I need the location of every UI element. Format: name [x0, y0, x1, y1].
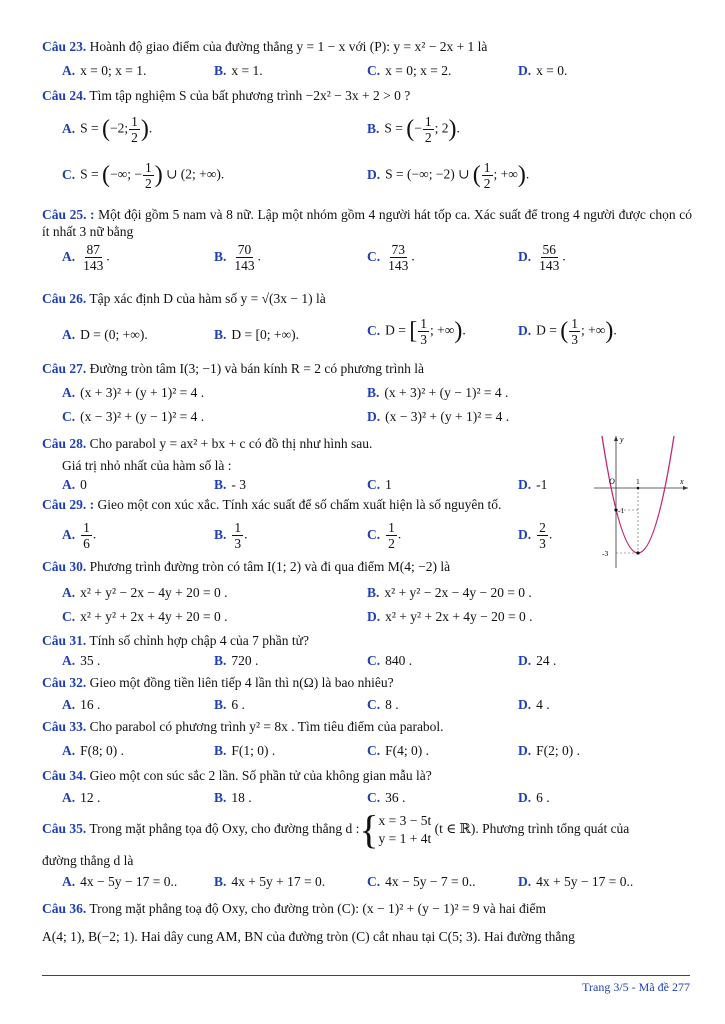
question-29: Câu 29. : Gieo một con xúc xắc. Tính xác suất để số chấm xuất hiện là số nguyên tố.: [42, 497, 502, 512]
page-footer: Trang 3/5 - Mã đề 277: [582, 980, 690, 994]
option-c: C. F(4; 0) .: [367, 743, 429, 758]
question-23: [42, 38, 692, 55]
option-c: C. 36 .: [367, 790, 406, 805]
option-b: B. $\frac{1}{3}$ .: [214, 520, 248, 551]
option-a: A. $\frac{1}{6}$ .: [62, 520, 97, 551]
y-tick-minus3: -3: [602, 549, 609, 558]
option-d: D. 6 .: [518, 790, 550, 805]
option-c: C. 8 .: [367, 697, 399, 712]
option-a: A. D = (0; +∞).: [62, 327, 148, 342]
option-b: B. F(1; 0) .: [214, 743, 276, 758]
option-b: B. S = (− $\frac{1}{2}$ ; 2).: [367, 114, 460, 145]
question-number: Câu 23.: [42, 39, 87, 54]
question-28: Câu 28. Cho parabol y = ax² + bx + c có đồ thị như hình sau.: [42, 436, 373, 451]
option-d: D. $\frac{56}{143}$ .: [518, 242, 566, 273]
option-d: D. $\frac{2}{3}$ .: [518, 520, 553, 551]
option-d: D. (x − 3)² + (y + 1)² = 4 .: [367, 409, 510, 424]
option-d: D. 24 .: [518, 653, 557, 668]
option-b: B. $\frac{70}{143}$ .: [214, 242, 262, 273]
question-32: Câu 32. Gieo một đồng tiền liên tiếp 4 lần thì n(Ω) là bao nhiêu?: [42, 675, 394, 690]
option-c: C. $\frac{73}{143}$ .: [367, 242, 415, 273]
option-a: A. (x + 3)² + (y + 1)² = 4 .: [62, 385, 205, 400]
option-b: B. (x + 3)² + (y − 1)² = 4 .: [367, 385, 509, 400]
question-30: Câu 30. Phương trình đường tròn có tâm I(1; 2) và đi qua điểm M(4; −2) là: [42, 559, 451, 574]
option-a: A. S = (−2; $\frac{1}{2}$ ).: [62, 114, 153, 145]
option-a: A. 0: [62, 477, 87, 492]
option-b: B. 4x + 5y + 17 = 0.: [214, 874, 326, 889]
question-35-tail: đường thẳng d là: [42, 853, 134, 868]
question-27: Câu 27. Đường tròn tâm I(3; −1) và bán kính R = 2 có phương trình là: [42, 361, 424, 376]
option-b: B. x² + y² − 2x − 4y − 20 = 0 .: [367, 585, 532, 600]
question-35: Câu 35. Trong mặt phẳng tọa độ Oxy, cho đường thẳng d :{ x = 3 − 5t y = 1 + 4t (t ∈ ℝ). Phương trình tổng quát của: [42, 807, 630, 852]
option-b: B. - 3: [214, 477, 247, 492]
y-tick-minus1: -1: [618, 506, 625, 515]
question-34: Câu 34. Gieo một con súc sắc 2 lần. Số phần tử của không gian mẫu là?: [42, 768, 432, 783]
option-a: A. 16 .: [62, 697, 101, 712]
option-a: A. x = 0; x = 1.: [62, 63, 147, 78]
question-text: Hoành độ giao điểm của đường thẳng y = 1 − x với (P): y = x² − 2x + 1 là: [89, 39, 488, 54]
option-a: A. x² + y² − 2x − 4y + 20 = 0 .: [62, 585, 228, 600]
question-33: Câu 33. Cho parabol có phương trình y² = 8x . Tìm tiêu điểm của parabol.: [42, 719, 444, 734]
option-d: D. x = 0.: [518, 63, 568, 78]
option-c: C. 1: [367, 477, 392, 492]
x-tick-1: 1: [636, 477, 640, 486]
option-a: A. 4x − 5y − 17 = 0..: [62, 874, 178, 889]
option-c: C. x² + y² + 2x + 4y + 20 = 0 .: [62, 609, 228, 624]
option-b: B. 6 .: [214, 697, 245, 712]
question-36: Câu 36. Trong mặt phẳng toạ độ Oxy, cho đường tròn (C): (x − 1)² + (y − 1)² = 9 và hai điểm: [42, 901, 546, 916]
option-d: D. D = ( $\frac{1}{3}$ ; +∞).: [518, 316, 617, 347]
question-36-line2: A(4; 1), B(−2; 1). Hai dây cung AM, BN của đường tròn (C) cắt nhau tại C(5; 3). Hai đường thẳng: [42, 929, 575, 944]
option-a: A. 12 .: [62, 790, 101, 805]
option-c: C. x = 0; x = 2.: [367, 63, 452, 78]
option-d: D. S = (−∞; −2) ∪ ( $\frac{1}{2}$ ; +∞).: [367, 160, 530, 191]
option-a: A. 35 .: [62, 653, 101, 668]
option-d: D. x² + y² + 2x + 4y − 20 = 0 .: [367, 609, 533, 624]
option-c: C. (x − 3)² + (y − 1)² = 4 .: [62, 409, 205, 424]
y-label: y: [620, 435, 624, 444]
x-label: x: [680, 477, 684, 486]
option-d: D. 4 .: [518, 697, 550, 712]
option-a: A. F(8; 0) .: [62, 743, 124, 758]
option-d: D. 4x + 5y − 17 = 0..: [518, 874, 634, 889]
option-b: B. D = [0; +∞).: [214, 327, 299, 342]
question-28-subtext: Giá trị nhỏ nhất của hàm số là :: [62, 458, 232, 473]
option-c: C. S = (−∞; − $\frac{1}{2}$ ) ∪ (2; +∞).: [62, 160, 225, 191]
option-c: C. D = [ $\frac{1}{3}$ ; +∞).: [367, 316, 466, 347]
option-a: A. $\frac{87}{143}$ .: [62, 242, 110, 273]
option-b: B. x = 1.: [214, 63, 263, 78]
option-d: D. -1: [518, 477, 548, 492]
option-d: D. F(2; 0) .: [518, 743, 580, 758]
origin-label: O: [609, 477, 615, 486]
option-c: C. 4x − 5y − 7 = 0..: [367, 874, 476, 889]
question-24: Câu 24. Tìm tập nghiệm S của bất phương trình −2x² − 3x + 2 > 0 ?: [42, 88, 411, 103]
option-c: C. 840 .: [367, 653, 413, 668]
question-26: Câu 26. Tập xác định D của hàm số y = √(3x − 1) là: [42, 291, 326, 306]
option-b: B. 18 .: [214, 790, 252, 805]
option-b: B. 720 .: [214, 653, 259, 668]
parabola-curve: [602, 436, 674, 553]
question-25: Câu 25. : Một đội gồm 5 nam và 8 nữ. Lập một nhóm gồm 4 người hát tốp ca. Xác suất để trong 4 người được chọn có ít nhất 3 nữ bằng: [42, 207, 693, 239]
question-31: Câu 31. Tính số chỉnh hợp chập 4 của 7 phần tử?: [42, 633, 309, 648]
footer-rule: [42, 975, 690, 976]
option-c: C. $\frac{1}{2}$ .: [367, 520, 402, 551]
